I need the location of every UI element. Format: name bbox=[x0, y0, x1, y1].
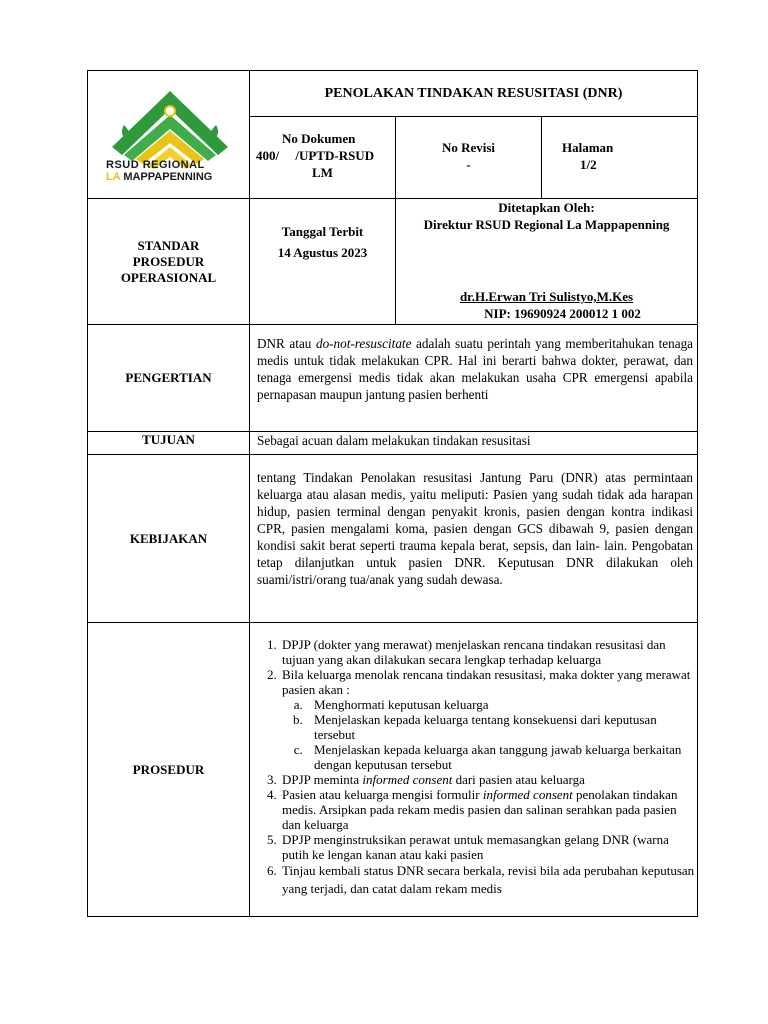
prosedur-step-1: 1. DPJP (dokter yang merawat) menjelaskan rencana tindakan resusitasi dan tujuan yang akan dilakukan secara lengkap terhadap keluarga bbox=[280, 637, 697, 667]
ditetapkan-label: Ditetapkan Oleh: bbox=[498, 200, 595, 215]
prosedur-step-2-text: Bila keluarga menolak rencana tindakan resusitasi, maka dokter yang merawat pasien akan : bbox=[282, 667, 691, 697]
prosedur-step-2a: a. Menghormati keputusan keluarga bbox=[306, 697, 697, 712]
logo-line1: RSUD REGIONAL bbox=[106, 159, 205, 171]
prosedur-step-2-sublist bbox=[282, 697, 697, 772]
ditetapkan-by: Direktur RSUD Regional La Mappapenning bbox=[423, 217, 670, 232]
pengertian-text-a: DNR atau bbox=[257, 336, 316, 351]
prosedur-label: PROSEDUR bbox=[132, 761, 205, 777]
logo-la: LA bbox=[106, 171, 121, 183]
tujuan-text-cell bbox=[250, 432, 698, 455]
prosedur-step-5: 5. DPJP menginstruksikan perawat untuk memasangkan gelang DNR (warna putih ke lengan kanan atau kaki pasien bbox=[280, 832, 697, 862]
sop-label-line3: OPERASIONAL bbox=[120, 269, 217, 285]
signer-nip: NIP: 19690924 200012 1 002 bbox=[484, 306, 641, 321]
document-title: PENOLAKAN TINDAKAN RESUSITASI (DNR) bbox=[324, 85, 623, 101]
tujuan-label: TUJUAN bbox=[142, 432, 195, 447]
pengertian-label-cell bbox=[88, 325, 250, 432]
logo-cell bbox=[88, 71, 250, 199]
sop-label-cell bbox=[88, 199, 250, 325]
kebijakan-label: KEBIJAKAN bbox=[129, 530, 208, 546]
document-title-cell bbox=[250, 71, 698, 117]
sop-label-line2: PROSEDUR bbox=[132, 253, 205, 269]
kebijakan-label-cell bbox=[88, 455, 250, 623]
prosedur-steps bbox=[250, 637, 697, 898]
prosedur-step-4-b: penolakan tindakan medis. Arsipkan pada rekam medis pasien dan salinan serahkan pada pasien dan keluarga bbox=[282, 787, 678, 832]
logo-line2 bbox=[106, 171, 212, 183]
prosedur-steps-cell bbox=[250, 623, 698, 917]
no-dokumen-cell bbox=[250, 117, 396, 199]
tanggal-terbit-cell bbox=[250, 199, 396, 325]
prosedur-label-cell bbox=[88, 623, 250, 917]
prosedur-step-6: 6. Tinjau kembali status DNR secara berkala, revisi bila ada perubahan keputusan yang terjadi, dan catat dalam rekam medis bbox=[280, 862, 697, 898]
sop-label-line1: STANDAR bbox=[137, 237, 200, 253]
prosedur-step-3-italic: informed consent bbox=[362, 772, 453, 787]
pengertian-text-cell bbox=[250, 325, 698, 432]
pengertian-text bbox=[250, 335, 697, 403]
prosedur-step-3 bbox=[280, 772, 697, 787]
logo-mappapenning: MAPPAPENNING bbox=[123, 171, 213, 183]
signer-name: dr.H.Erwan Tri Sulistyo,M.Kes bbox=[459, 289, 634, 304]
pengertian-text-b: adalah suatu perintah yang memberitahukan tenaga medis untuk tidak melakukan CPR. Hal ini berarti bahwa dokter, perawat, dan tenaga emergensi medis tidak akan melakukan usaha CPR emergensi apabila pernapasan maupun jantung pasien berhenti bbox=[257, 336, 694, 402]
tujuan-label-cell bbox=[88, 432, 250, 455]
no-dokumen-line1: 400/ /UPTD-RSUD bbox=[256, 148, 375, 163]
prosedur-step-2c: c. Menjelaskan kepada keluarga akan tanggung jawab keluarga berkaitan dengan keputusan tersebut bbox=[306, 742, 697, 772]
sop-document bbox=[87, 70, 697, 917]
halaman-cell bbox=[542, 117, 698, 199]
prosedur-step-2b: b. Menjelaskan kepada keluarga tentang konsekuensi dari keputusan tersebut bbox=[306, 712, 697, 742]
halaman-label: Halaman bbox=[562, 140, 614, 155]
ditetapkan-cell bbox=[396, 199, 698, 325]
no-revisi-value: - bbox=[466, 157, 471, 172]
tanggal-terbit-label: Tanggal Terbit bbox=[281, 224, 364, 239]
prosedur-step-3-a: DPJP meminta bbox=[282, 772, 363, 787]
prosedur-step-2 bbox=[280, 667, 697, 772]
prosedur-step-4-italic: informed consent bbox=[482, 787, 573, 802]
prosedur-step-4-a: Pasien atau keluarga mengisi formulir bbox=[282, 787, 483, 802]
kebijakan-text-cell bbox=[250, 455, 698, 623]
tujuan-text: Sebagai acuan dalam melakukan tindakan resusitasi bbox=[257, 433, 531, 448]
halaman-value: 1/2 bbox=[580, 157, 597, 172]
sop-table bbox=[87, 70, 698, 917]
kebijakan-text: tentang Tindakan Penolakan resusitasi Jantung Paru (DNR) atas permintaan keluarga atau alasan medis, yaitu meliputi: Pasien yang sudah tidak ada harapan hidup, pasien terminal dengan penyakit kronis, pasien dengan kontra indikasi CPR, pasien mengalami koma, pasien dengan GCS dibawah 9, pasien dengan kondisi sakit berat seperti trauma kepala berat, sepsis, dan lain- lain. Pengobatan tetap dilanjutkan untuk pasien DNR. Keputusan DNR dilakukan oleh suami/istri/orang tua/anak yang sudah dewasa. bbox=[257, 470, 694, 587]
prosedur-step-4 bbox=[280, 787, 697, 832]
no-dokumen-label: No Dokumen bbox=[282, 131, 356, 146]
prosedur-step-3-b: dari pasien atau keluarga bbox=[452, 772, 585, 787]
no-dokumen-line2: LM bbox=[312, 165, 333, 180]
no-revisi-cell bbox=[396, 117, 542, 199]
tanggal-terbit-value: 14 Agustus 2023 bbox=[277, 245, 368, 260]
pengertian-label: PENGERTIAN bbox=[125, 370, 212, 385]
pengertian-text-italic: do-not-resuscitate bbox=[315, 336, 412, 351]
no-revisi-label: No Revisi bbox=[441, 140, 496, 155]
